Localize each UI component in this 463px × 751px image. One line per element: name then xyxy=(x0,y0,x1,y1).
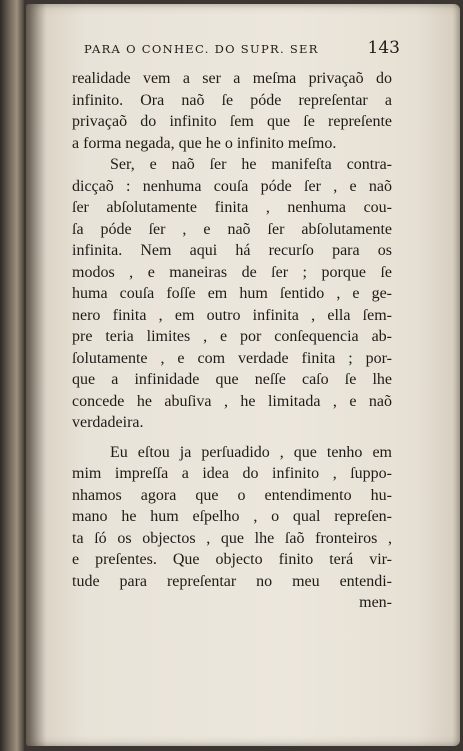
page-number: 143 xyxy=(367,38,400,58)
facing-page-edge xyxy=(0,0,24,751)
text-line: nhamos agora que o entendimento hu- xyxy=(72,486,392,504)
text-line: tude para repreſentar no meu entendi- xyxy=(72,572,392,590)
text-line: infinita. Nem aqui há recurſo para os xyxy=(72,242,392,259)
page-edge-shadow xyxy=(452,4,460,746)
running-head xyxy=(84,38,400,62)
paragraph-start-line: Ser, e naõ ſer he manifeſta contra- xyxy=(110,156,392,173)
text-line: ſa póde ſer , e naõ ſer abſolutamente xyxy=(72,220,392,238)
text-line: a forma negada, que he o infinito meſmo. xyxy=(72,134,337,152)
book-page xyxy=(26,4,460,746)
text-line: dicçaõ : nenhuma couſa póde ſer , e naõ xyxy=(72,177,392,195)
paragraph-start-line: Eu eſtou ja perſuadido , que tenho em xyxy=(110,443,392,461)
text-line: verdadeira. xyxy=(72,414,144,431)
text-line: ſer abſolutamente finita , nenhuma cou- xyxy=(72,199,392,216)
text-line: modos , e maneiras de ſer ; porque ſe xyxy=(72,263,392,281)
text-line: nero finita , em outro infinita , ella ſem- xyxy=(72,306,392,324)
text-line: privaçaõ do infinito ſem que ſe repreſente xyxy=(72,113,392,130)
body-text xyxy=(72,68,392,614)
catchword: men- xyxy=(359,594,392,611)
text-line: pre teria limites , e por conſequencia ab- xyxy=(72,328,392,345)
text-line: mano he hum eſpelho , o qual repreſen- xyxy=(72,508,392,525)
running-title: PARA O CONHEC. DO SUPR. SER xyxy=(84,42,319,56)
text-line: huma couſa foſſe em hum ſentido , e ge- xyxy=(72,285,392,302)
text-line: que a infinidade que neſſe caſo ſe lhe xyxy=(72,371,392,388)
text-line: realidade vem a ser a meſma privaçaõ do xyxy=(72,70,392,87)
text-line: ſolutamente , e com verdade finita ; por- xyxy=(72,349,392,367)
text-line: ta ſó os objectos , que lhe ſaõ fronteiros , xyxy=(72,529,392,547)
text-line: e preſentes. Que objecto finito terá vir- xyxy=(72,551,392,568)
text-line: mim impreſſa a idea do infinito , ſuppo- xyxy=(72,465,392,482)
page-gutter-shadow xyxy=(26,4,46,746)
text-line: concede he abuſiva , he limitada , e naõ xyxy=(72,392,392,410)
text-line: infinito. Ora naõ ſe póde repreſentar a xyxy=(72,91,392,109)
